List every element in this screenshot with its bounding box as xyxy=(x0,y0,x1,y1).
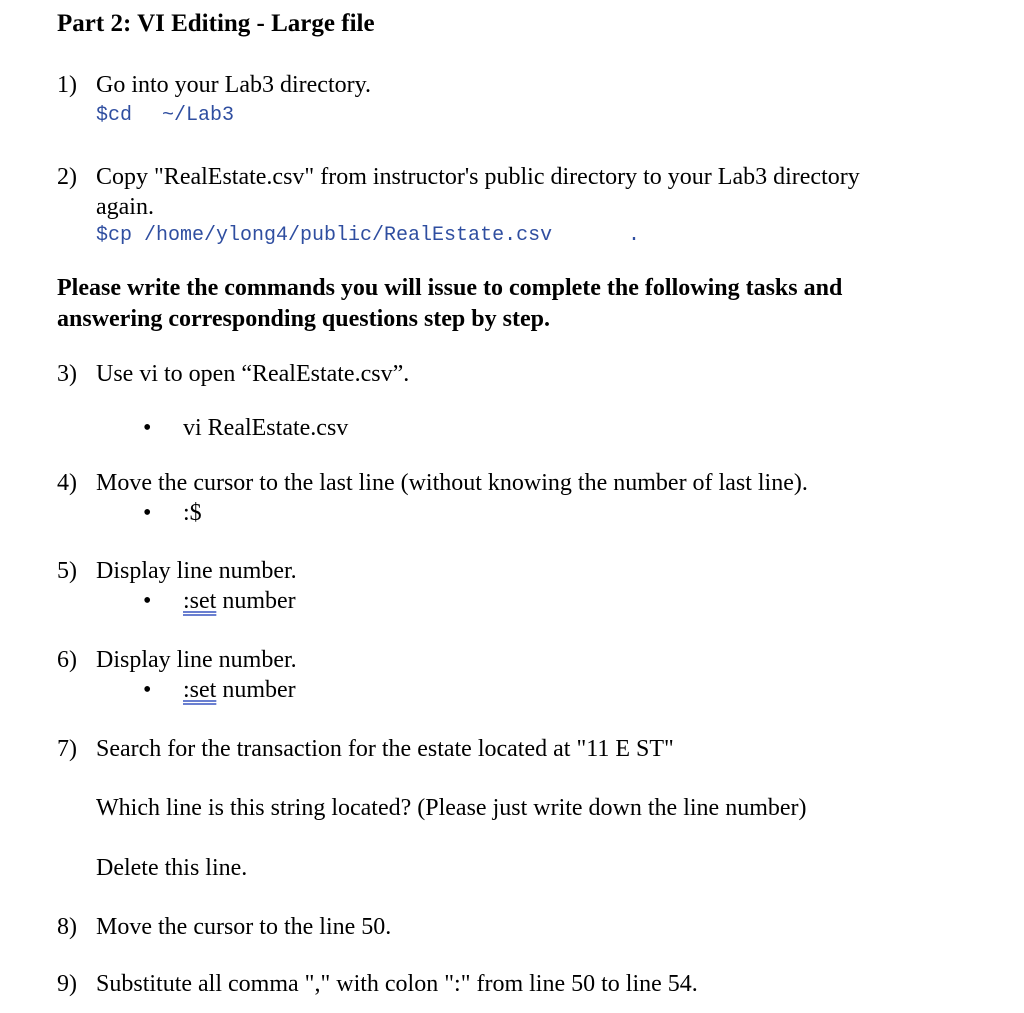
step-3-text: Use vi to open “RealEstate.csv”. xyxy=(96,361,410,387)
step-9-number: 9) xyxy=(57,971,77,997)
step-6-answer-rest: number xyxy=(216,677,296,703)
step-3-number: 3) xyxy=(57,361,77,387)
instruction-line-2: answering corresponding questions step by step. xyxy=(57,306,550,332)
step-8-number: 8) xyxy=(57,914,77,940)
step-4-number: 4) xyxy=(57,470,77,496)
step-7-delete: Delete this line. xyxy=(96,855,248,881)
page-title: Part 2: VI Editing - Large file xyxy=(57,10,375,37)
step-2-code-dot: . xyxy=(628,224,641,247)
step-7-question: Which line is this string located? (Please just write down the line number) xyxy=(96,795,807,821)
step-6-answer xyxy=(183,677,296,704)
step-8-text: Move the cursor to the line 50. xyxy=(96,914,392,940)
step-1-code-argument: ~/Lab3 xyxy=(162,104,235,127)
step-3-answer: vi RealEstate.csv xyxy=(183,415,349,441)
step-1-number: 1) xyxy=(57,72,77,98)
step-5-answer-command: :set xyxy=(183,588,217,614)
step-6-number: 6) xyxy=(57,647,77,673)
step-6-bullet: • xyxy=(143,677,152,703)
step-7-text: Search for the transaction for the estate located at "11 E ST" xyxy=(96,736,674,762)
step-4-bullet: • xyxy=(143,500,152,526)
step-4-answer: :$ xyxy=(183,500,202,526)
step-4-text: Move the cursor to the last line (without knowing the number of last line). xyxy=(96,470,808,496)
step-2-number: 2) xyxy=(57,164,77,190)
step-5-answer xyxy=(183,588,296,615)
step-5-bullet: • xyxy=(143,588,152,614)
step-9-text: Substitute all comma "," with colon ":" from line 50 to line 54. xyxy=(96,971,698,997)
step-2-text-line-1: Copy "RealEstate.csv" from instructor's public directory to your Lab3 directory xyxy=(96,164,860,190)
step-2-text-line-2: again. xyxy=(96,194,154,220)
step-5-answer-rest: number xyxy=(216,588,296,614)
instruction-line-1: Please write the commands you will issue to complete the following tasks and xyxy=(57,275,843,301)
step-3-bullet: • xyxy=(143,415,152,441)
step-2-code: $cp /home/ylong4/public/RealEstate.csv xyxy=(96,224,553,247)
step-6-answer-command: :set xyxy=(183,677,217,703)
step-5-text: Display line number. xyxy=(96,558,297,584)
step-1-text: Go into your Lab3 directory. xyxy=(96,72,372,98)
step-7-number: 7) xyxy=(57,736,77,762)
step-1-code-command: $cd xyxy=(96,104,133,127)
step-6-text: Display line number. xyxy=(96,647,297,673)
step-5-number: 5) xyxy=(57,558,77,584)
